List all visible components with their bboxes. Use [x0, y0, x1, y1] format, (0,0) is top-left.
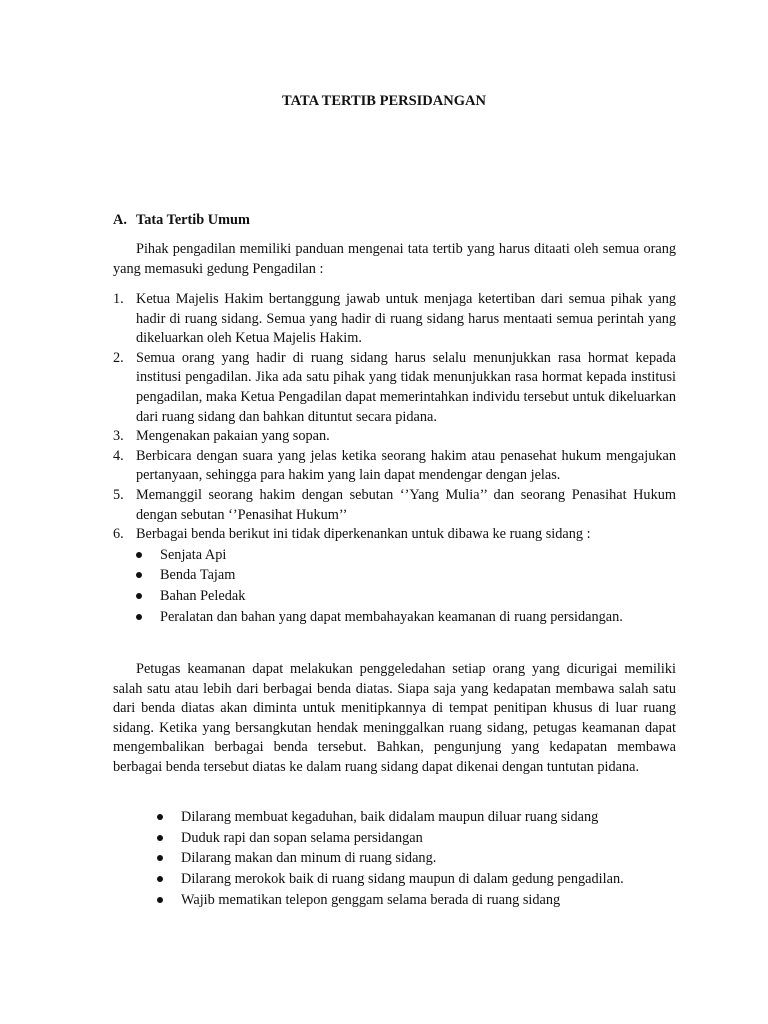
- bullet-item: [157, 890, 677, 911]
- bullet-icon: [136, 572, 142, 578]
- bullet-text: Dilarang merokok baik di ruang sidang maupun di dalam gedung pengadilan.: [181, 871, 624, 888]
- list-number: 2.: [113, 349, 124, 366]
- bullet-icon: [157, 814, 163, 820]
- bullet-item: [136, 607, 676, 628]
- bullet-icon: [157, 835, 163, 841]
- list-item: [113, 427, 676, 447]
- section-heading: [113, 211, 250, 231]
- bullet-icon: [157, 855, 163, 861]
- bullet-text: Peralatan dan bahan yang dapat membahayakan keamanan di ruang persidangan.: [160, 608, 623, 625]
- list-number: 6.: [113, 526, 124, 543]
- section-letter: A.: [113, 212, 127, 228]
- numbered-list: [113, 290, 676, 628]
- bullet-icon: [136, 552, 142, 558]
- bullet-text: Dilarang membuat kegaduhan, baik didalam maupun diluar ruang sidang: [181, 809, 599, 825]
- bullet-text: Duduk rapi dan sopan selama persidangan: [181, 829, 423, 846]
- list-item: [113, 486, 676, 525]
- list-item: [113, 349, 676, 427]
- list-item-text: Semua orang yang hadir di ruang sidang harus selalu menunjukkan rasa hormat kepada institusi pengadilan. Jika ada satu pihak yang tidak menunjukkan rasa hormat kepada institusi pengadilan, maka Ketua Pengadilan dapat memerintahkan individu tersebut untuk dikeluarkan dari ruang sidang dan bahkan dituntut secara pidana.: [136, 349, 676, 425]
- bullet-text: Wajib mematikan telepon genggam selama berada di ruang sidang: [181, 891, 561, 908]
- list-item-text: Memanggil seorang hakim dengan sebutan ‘’Yang Mulia’’ dan seorang Penasihat Hukum dengan sebutan ‘’Penasihat Hukum’’: [136, 486, 676, 523]
- bullet-text: Bahan Peledak: [160, 588, 246, 605]
- bullet-icon: [157, 897, 163, 903]
- bullet-item: [157, 848, 677, 869]
- bullet-item: [136, 586, 676, 607]
- bullet-item: [157, 807, 677, 828]
- section-title: Tata Tertib Umum: [136, 212, 250, 228]
- list-item: [113, 447, 676, 486]
- bullet-item: [157, 828, 677, 849]
- bullet-text: Senjata Api: [160, 546, 227, 563]
- list-number: 3.: [113, 428, 124, 445]
- rules-list: [157, 807, 677, 911]
- list-item: [113, 525, 676, 627]
- bullet-icon: [157, 876, 163, 882]
- bullet-icon: [136, 614, 142, 620]
- bullet-text: Dilarang makan dan minum di ruang sidang.: [181, 850, 437, 867]
- bullet-item: [136, 545, 676, 566]
- list-item-text: Berbicara dengan suara yang jelas ketika seorang hakim atau penasehat hukum mengajukan pertanyaan, sehingga para hakim yang lain dapat mendengar dengan jelas.: [136, 447, 676, 484]
- intro-paragraph: Pihak pengadilan memiliki panduan mengenai tata tertib yang harus ditaati oleh semua orang yang memasuki gedung Pengadilan :: [113, 241, 676, 277]
- bullet-icon: [136, 593, 142, 599]
- security-paragraph: Petugas keamanan dapat melakukan penggeledahan setiap orang yang dicurigai memiliki salah satu atau lebih dari berbagai benda diatas. Siapa saja yang kedapatan membawa salah satu dari benda diatas akan diminta untuk menitipkannya di tempat penitipan khusus di luar ruang sidang. Ketika yang bersangkutan hendak meninggalkan ruang sidang, petugas keamanan dapat mengembalikan berbagai benda tersebut. Bahkan, pengunjung yang kedapatan membawa berbagai benda tersebut diatas ke dalam ruang sidang dapat dikenai dengan tuntutan pidana.: [113, 661, 676, 775]
- prohibited-items-list: [136, 545, 676, 628]
- list-number: 1.: [113, 291, 124, 307]
- list-item: [113, 290, 676, 349]
- bullet-item: [157, 869, 677, 890]
- list-number: 4.: [113, 447, 124, 464]
- bullet-item: [136, 565, 676, 586]
- list-number: 5.: [113, 486, 124, 503]
- list-item-text: Mengenakan pakaian yang sopan.: [136, 428, 330, 445]
- bullet-text: Benda Tajam: [160, 567, 236, 584]
- list-item-text: Berbagai benda berikut ini tidak diperkenankan untuk dibawa ke ruang sidang :: [136, 526, 591, 543]
- document-title: TATA TERTIB PERSIDANGAN: [282, 93, 486, 109]
- list-item-text: Ketua Majelis Hakim bertanggung jawab untuk menjaga ketertiban dari semua pihak yang hadir di ruang sidang. Semua yang hadir di ruang sidang harus mentaati semua perintah yang dikeluarkan oleh Ketua Majelis Hakim.: [136, 291, 676, 347]
